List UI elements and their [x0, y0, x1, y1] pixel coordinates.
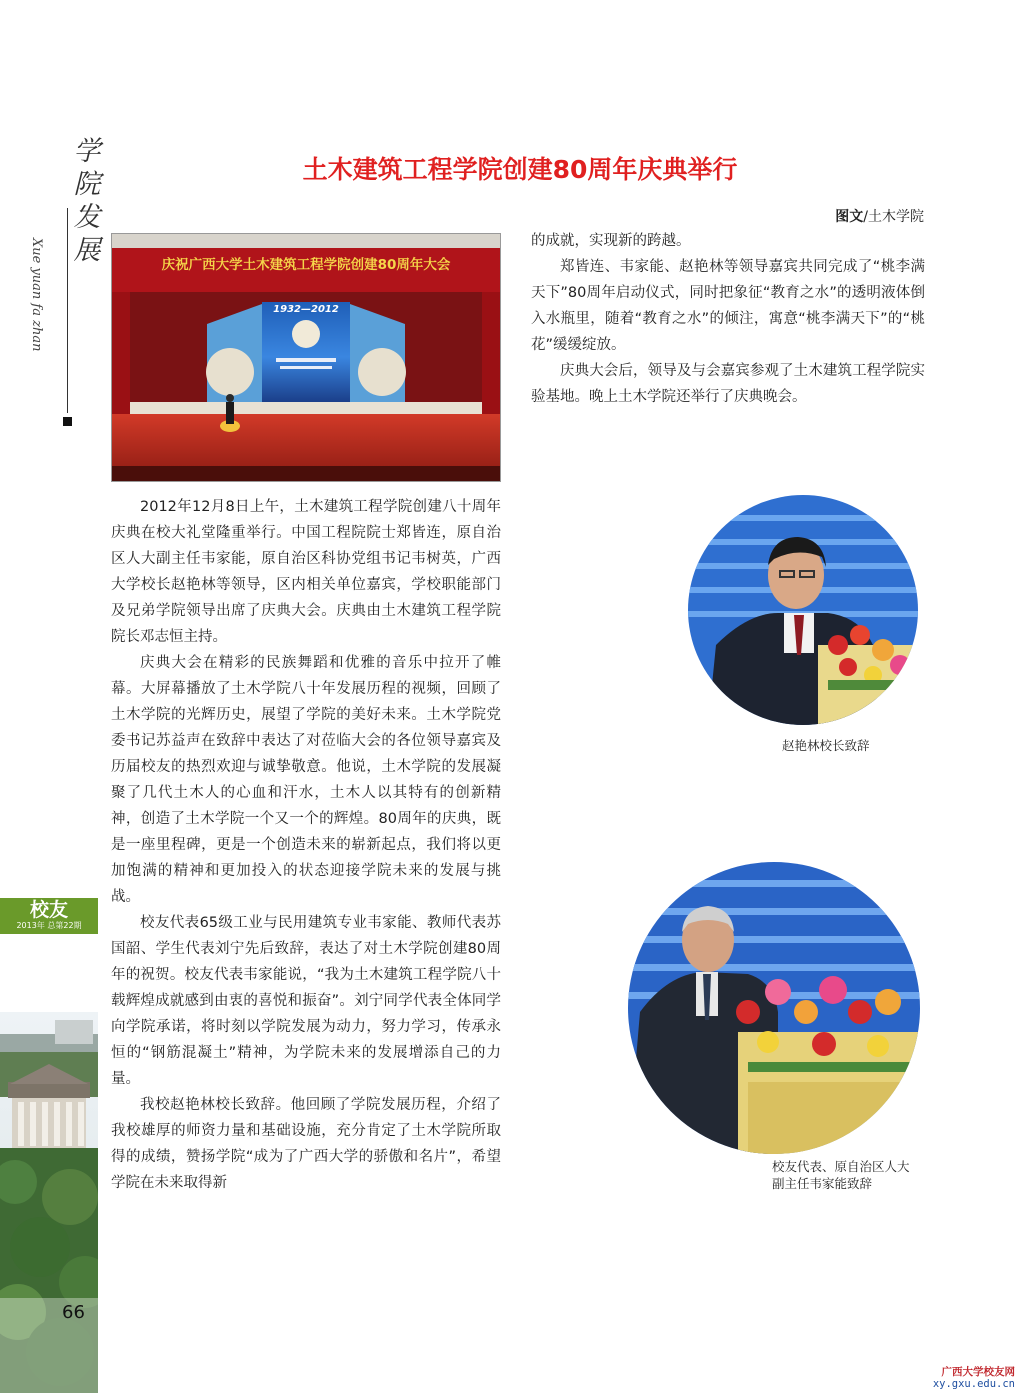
alumni-speech-illustration	[628, 862, 920, 1154]
article-body-left	[111, 494, 501, 1196]
paragraph: 郑皆连、韦家能、赵艳林等领导嘉宾共同完成了“桃李满天下”80周年启动仪式，同时把象征“教育之水”的透明液体倒入水瓶里，随着“教育之水”的倾注，寓意“桃李满天下”的“桃花”缓缓绽放。	[531, 259, 925, 353]
byline-label: 图文	[835, 209, 864, 225]
paragraph: 庆典大会在精彩的民族舞蹈和优雅的音乐中拉开了帷幕。大屏幕播放了土木学院八十年发展历程的视频，回顾了土木学院的光辉历史，展望了学院的美好未来。土木学院党委书记苏益声在致辞中表达了对莅临大会的各位领导嘉宾及历届校友的热烈欢迎与诚挚敬意。他说，土木学院的发展凝聚了几代土木人的心血和汗水，土木人以其特有的创新精神，创造了土木学院一个又一个的辉煌。80周年的庆典，既是一座里程碑，更是一个创造未来的崭新起点，我们将以更加饱满的精神和更加投入的状态迎接学院未来的发展与挑战。	[111, 655, 501, 905]
campus-illustration	[0, 1012, 98, 1393]
byline-source: /土木学院	[863, 209, 924, 225]
section-pinyin-text: Xue yuan fa zhan	[29, 238, 44, 352]
paragraph: 校友代表65级工业与民用建筑专业韦家能、教师代表苏国韶、学生代表刘宁先后致辞，表达了对土木学院创建80周年的祝贺。校友代表韦家能说，“我为土木建筑工程学院八十载辉煌成就感到由衷的喜悦和振奋”。刘宁同学代表全体同学向学院承诺，将时刻以学院发展为动力，努力学习，传承永恒的“钢筋混凝土”精神，为学院未来的发展增添自己的力量。	[111, 915, 501, 1087]
paragraph: 2012年12月8日上午，土木建筑工程学院创建八十周年庆典在校大礼堂隆重举行。中国工程院院士郑皆连，原自治区人大副主任韦家能，原自治区科协党组书记韦树英，广西大学校长赵艳林等领导，区内相关单位嘉宾，学校职能部门及兄弟学院领导出席了庆典大会。庆典由土木建筑工程学院院长邓志恒主持。	[111, 499, 501, 645]
article-body-right	[531, 228, 925, 410]
margin-square-marker	[63, 417, 72, 426]
section-label-vertical	[70, 135, 104, 267]
section-char: 院	[73, 169, 101, 200]
photo-caption	[772, 1158, 942, 1192]
campus-photo	[0, 1012, 98, 1393]
paragraph-continuation: 的成就，实现新的跨越。	[531, 233, 691, 249]
section-char: 展	[73, 235, 101, 266]
byline	[760, 206, 924, 226]
photo-caption: 赵艳林校长致辞	[782, 738, 870, 753]
photo-caption-line: 副主任韦家能致辞	[772, 1176, 873, 1191]
president-speech-illustration	[688, 495, 918, 725]
paragraph: 我校赵艳林校长致辞。他回顾了学院发展历程，介绍了我校雄厚的师资力量和基础设施，充分肯定了土木学院所取得的成绩，赞扬学院“成为了广西大学的骄傲和名片”，希望学院在未来取得新	[111, 1097, 501, 1191]
section-char: 学	[73, 136, 101, 167]
section-char: 发	[73, 202, 101, 233]
paragraph: 庆典大会后，领导及与会嘉宾参观了土木建筑工程学院实验基地。晚上土木学院还举行了庆典晚会。	[531, 363, 925, 405]
site-url: xy.gxu.edu.cn	[932, 1378, 1015, 1390]
margin-divider-line	[67, 208, 68, 413]
magazine-issue: 2013年 总第22期	[16, 921, 82, 930]
photo-caption-line: 校友代表、原自治区人大	[772, 1159, 910, 1174]
magazine-title: 校友	[29, 899, 68, 921]
banner-text: 庆祝广西大学土木建筑工程学院创建80周年大会	[161, 257, 451, 273]
magazine-badge	[0, 898, 98, 934]
speaker-photo-president	[688, 495, 918, 725]
page-number: 66	[62, 1302, 85, 1323]
section-pinyin	[29, 238, 64, 378]
speaker-photo-alumni	[628, 862, 920, 1154]
ceremony-photo	[111, 233, 501, 482]
screen-years: 1932—2012	[273, 304, 339, 315]
site-name: 广西大学校友网	[941, 1366, 1015, 1378]
article-title: 土木建筑工程学院创建80周年庆典举行	[302, 155, 738, 184]
